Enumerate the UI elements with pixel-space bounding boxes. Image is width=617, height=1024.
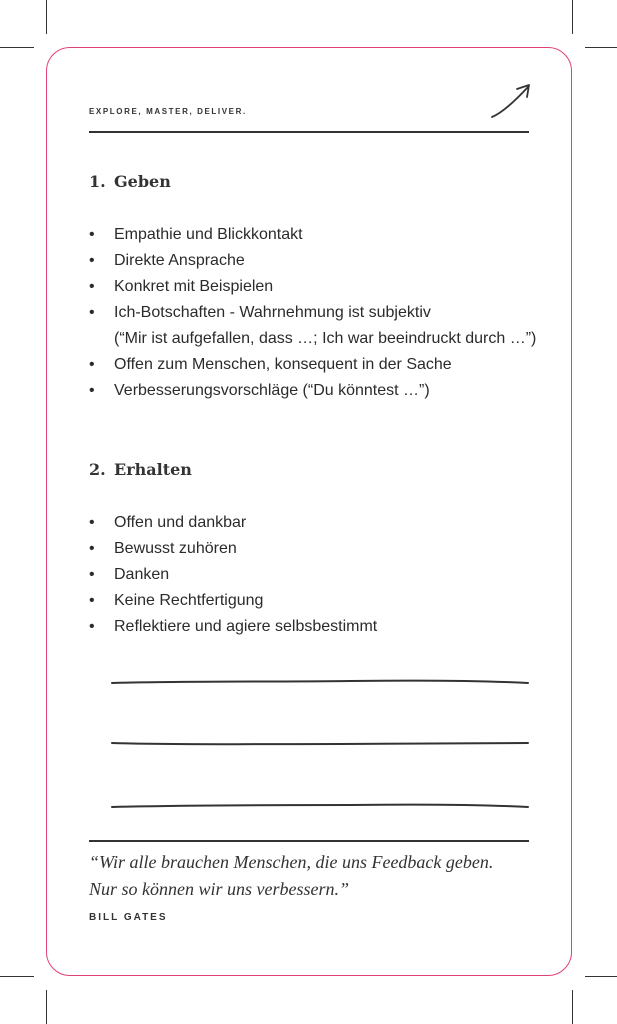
note-line — [110, 676, 532, 690]
list-item-text: Keine Rechtfertigung — [114, 592, 264, 609]
list-item-text: Reflektiere und agiere selbsbestimmt — [114, 618, 378, 635]
bullet: • — [89, 592, 95, 609]
section-title: Erhalten — [114, 460, 192, 479]
arrow-icon — [488, 80, 534, 122]
crop-mark — [46, 990, 47, 1024]
list-item-subtext: (“Mir ist aufgefallen, dass …; Ich war beeindruckt durch …”) — [114, 330, 537, 347]
list-item-text: Offen und dankbar — [114, 514, 247, 531]
crop-mark — [0, 976, 34, 977]
list-item-text: Ich-Botschaften - Wahrnehmung ist subjektiv — [114, 304, 431, 321]
tagline: EXPLORE, MASTER, DELIVER. — [89, 107, 247, 116]
bullet: • — [89, 226, 95, 243]
bullet: • — [89, 540, 95, 557]
crop-mark — [585, 47, 617, 48]
list-item — [89, 248, 559, 274]
bullet: • — [89, 278, 95, 295]
list-item — [89, 274, 559, 300]
bullet: • — [89, 514, 95, 531]
section-number: 2. — [89, 460, 106, 479]
list-item — [89, 614, 559, 640]
erhalten-list — [89, 510, 559, 640]
crop-mark — [572, 990, 573, 1024]
list-item — [89, 222, 559, 248]
bullet: • — [89, 304, 95, 321]
note-line — [110, 737, 532, 751]
quote — [89, 849, 493, 903]
crop-mark — [585, 976, 617, 977]
section-heading-geben — [89, 172, 171, 191]
bullet: • — [89, 356, 95, 373]
quote-line: Nur so können wir uns verbessern.” — [89, 879, 349, 899]
header-divider — [89, 131, 529, 133]
list-item — [89, 536, 559, 562]
crop-mark — [572, 0, 573, 34]
quote-line: “Wir alle brauchen Menschen, die uns Feedback geben. — [89, 852, 494, 872]
bullet: • — [89, 566, 95, 583]
bullet: • — [89, 618, 95, 635]
crop-mark — [46, 0, 47, 34]
bullet: • — [89, 382, 95, 399]
quote-author: BILL GATES — [89, 912, 168, 923]
list-item-text: Konkret mit Beispielen — [114, 278, 274, 295]
list-item-text: Offen zum Menschen, konsequent in der Sache — [114, 356, 452, 373]
list-item-text: Danken — [114, 566, 170, 583]
bullet: • — [89, 252, 95, 269]
list-item-text: Verbesserungsvorschläge (“Du könntest …”) — [114, 382, 430, 399]
note-line — [110, 799, 532, 813]
list-item-text: Direkte Ansprache — [114, 252, 245, 269]
geben-list — [89, 222, 559, 404]
list-item — [89, 352, 559, 378]
list-item — [89, 300, 559, 352]
section-title: Geben — [114, 172, 171, 191]
quote-divider — [89, 840, 529, 842]
section-heading-erhalten — [89, 460, 192, 479]
list-item — [89, 562, 559, 588]
list-item — [89, 378, 559, 404]
list-item — [89, 510, 559, 536]
list-item — [89, 588, 559, 614]
list-item-text: Empathie und Blickkontakt — [114, 226, 303, 243]
list-item-text: Bewusst zuhören — [114, 540, 237, 557]
section-number: 1. — [89, 172, 106, 191]
crop-mark — [0, 47, 34, 48]
